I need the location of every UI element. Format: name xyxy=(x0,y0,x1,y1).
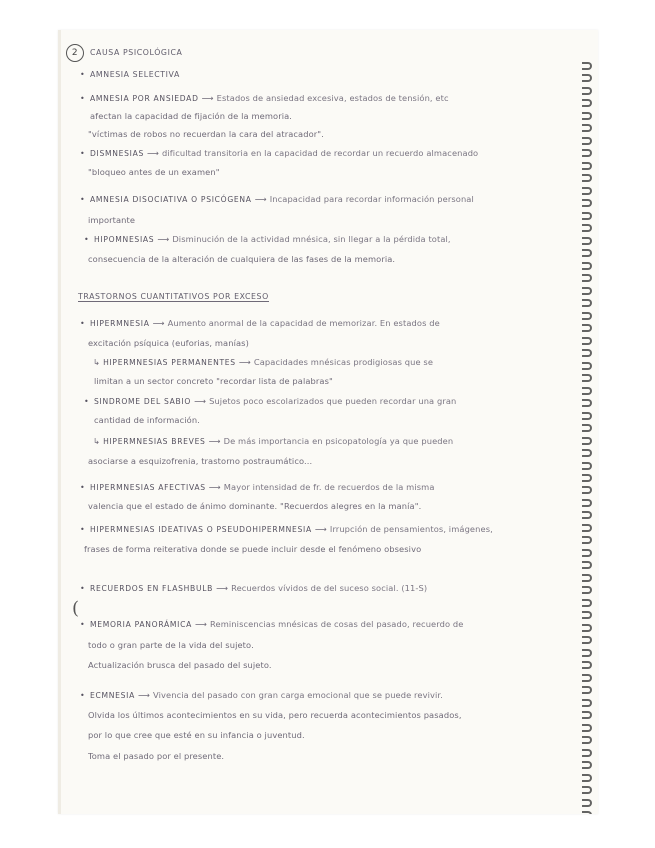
note-line: asociarse a esquizofrenia, trastorno postraumático... xyxy=(88,456,313,466)
spiral-coil xyxy=(582,674,592,682)
bullet: • xyxy=(80,319,85,328)
spiral-coil xyxy=(582,799,592,807)
spiral-coil xyxy=(582,599,592,607)
spiral-coil xyxy=(582,486,592,494)
note-line: • HIPERMNESIAS IDEATIVAS O PSEUDOHIPERMNESIA ⟶ Irrupción de pensamientos, imágenes, xyxy=(80,524,493,534)
arrow-icon: ⟶ xyxy=(216,583,229,593)
subheading: TRASTORNOS CUANTITATIVOS POR EXCESO xyxy=(78,292,269,301)
note-line: Toma el pasado por el presente. xyxy=(88,751,225,761)
spiral-coil xyxy=(582,174,592,182)
note-line: • DISMNESIAS ⟶ dificultad transitoria en la capacidad de recordar un recuerdo almacenado xyxy=(80,148,479,158)
notebook-page xyxy=(58,30,598,814)
spiral-coil xyxy=(582,349,592,357)
bullet: • xyxy=(80,149,85,158)
spiral-coil xyxy=(582,499,592,507)
term: SINDROME DEL SABIO xyxy=(94,397,192,406)
spiral-coil xyxy=(582,724,592,732)
note-line: afectan la capacidad de fijación de la memoria. xyxy=(90,111,293,121)
spiral-coil xyxy=(582,437,592,445)
spiral-coil xyxy=(582,761,592,769)
brace-mark: ( xyxy=(72,598,80,619)
spiral-coil xyxy=(582,736,592,744)
spiral-coil xyxy=(582,312,592,320)
section-heading xyxy=(66,44,182,62)
bullet: • xyxy=(80,94,85,103)
spiral-binding xyxy=(582,62,596,814)
spiral-coil xyxy=(582,424,592,432)
spiral-coil xyxy=(582,611,592,619)
arrow-icon: ⟶ xyxy=(157,234,170,244)
spiral-coil xyxy=(582,711,592,719)
note-line: "víctimas de robos no recuerdan la cara del atracador". xyxy=(88,129,324,139)
spiral-coil xyxy=(582,337,592,345)
arrow-icon: ⟶ xyxy=(208,436,221,446)
term: HIPERMNESIA xyxy=(90,319,150,328)
note-line: limitan a un sector concreto "recordar lista de palabras" xyxy=(94,376,333,386)
spiral-coil xyxy=(582,786,592,794)
bullet: • xyxy=(84,235,89,244)
note-line: • ECMNESIA ⟶ Vivencia del pasado con gran carga emocional que se puede revivir. xyxy=(80,690,443,700)
spiral-coil xyxy=(582,549,592,557)
term: DISMNESIAS xyxy=(90,149,145,158)
spiral-coil xyxy=(582,624,592,632)
term: AMNESIA POR ANSIEDAD xyxy=(90,94,199,103)
spiral-coil xyxy=(582,162,592,170)
note-line: ↳ HIPERMNESIAS PERMANENTES ⟶ Capacidades mnésicas prodigiosas que se xyxy=(93,357,434,367)
bullet: • xyxy=(80,620,85,629)
spiral-coil xyxy=(582,524,592,532)
spiral-coil xyxy=(582,511,592,519)
spiral-coil xyxy=(582,137,592,145)
spiral-coil xyxy=(582,324,592,332)
spiral-coil xyxy=(582,686,592,694)
note-line: • RECUERDOS EN FLASHBULB ⟶ Recuerdos vívidos de del suceso social. (11-S) xyxy=(80,583,428,593)
spiral-coil xyxy=(582,811,592,814)
spiral-coil xyxy=(582,62,592,70)
note-line: valencia que el estado de ánimo dominante. "Recuerdos alegres en la manía". xyxy=(88,501,422,511)
bullet: • xyxy=(80,483,85,492)
note-line: • SINDROME DEL SABIO ⟶ Sujetos poco escolarizados que pueden recordar una gran xyxy=(84,396,457,406)
spiral-coil xyxy=(582,224,592,232)
arrow-icon: ⟶ xyxy=(314,524,327,534)
arrow-icon: ⟶ xyxy=(138,690,150,700)
spiral-coil xyxy=(582,536,592,544)
bullet: • xyxy=(80,525,85,534)
spiral-coil xyxy=(582,574,592,582)
term: HIPOMNESIAS xyxy=(94,235,155,244)
note-line: excitación psíquica (euforias, manías) xyxy=(88,338,249,348)
bullet: • xyxy=(84,397,89,406)
note-line: ↳ HIPERMNESIAS BREVES ⟶ De más importancia en psicopatología ya que pueden xyxy=(93,436,454,446)
spiral-coil xyxy=(582,287,592,295)
hook-arrow-icon: ↳ xyxy=(93,436,101,446)
note-line: • HIPOMNESIAS ⟶ Disminución de la actividad mnésica, sin llegar a la pérdida total, xyxy=(84,234,451,244)
note-line: • AMNESIA DISOCIATIVA O PSICÓGENA ⟶ Incapacidad para recordar información personal xyxy=(80,194,474,204)
arrow-icon: ⟶ xyxy=(238,357,251,367)
spiral-coil xyxy=(582,274,592,282)
term: AMNESIA DISOCIATIVA O PSICÓGENA xyxy=(90,195,252,204)
spiral-coil xyxy=(582,699,592,707)
spiral-coil xyxy=(582,412,592,420)
spiral-coil xyxy=(582,399,592,407)
spiral-coil xyxy=(582,124,592,132)
spiral-coil xyxy=(582,212,592,220)
term: HIPERMNESIAS AFECTIVAS xyxy=(90,483,206,492)
note-line: • AMNESIA POR ANSIEDAD ⟶ Estados de ansiedad excesiva, estados de tensión, etc xyxy=(80,93,449,103)
term: ECMNESIA xyxy=(90,691,135,700)
note-line: • HIPERMNESIA ⟶ Aumento anormal de la capacidad de memorizar. En estados de xyxy=(80,318,440,328)
bullet: • xyxy=(80,195,85,204)
spiral-coil xyxy=(582,387,592,395)
spiral-coil xyxy=(582,449,592,457)
note-line: consecuencia de la alteración de cualquiera de las fases de la memoria. xyxy=(88,254,396,264)
spiral-coil xyxy=(582,636,592,644)
spiral-coil xyxy=(582,649,592,657)
spiral-coil xyxy=(582,749,592,757)
spiral-coil xyxy=(582,187,592,195)
note-line: importante xyxy=(88,215,136,225)
note-line: Olvida los últimos acontecimientos en su vida, pero recuerda acontecimientos pasados, xyxy=(88,710,462,720)
section-title: CAUSA PSICOLÓGICA xyxy=(90,48,183,57)
spiral-coil xyxy=(582,362,592,370)
arrow-icon: ⟶ xyxy=(195,619,208,629)
spiral-coil xyxy=(582,199,592,207)
note-line: "bloqueo antes de un examen" xyxy=(88,167,220,177)
note-line: • MEMORIA PANORÁMICA ⟶ Reminiscencias mnésicas de cosas del pasado, recuerdo de xyxy=(80,619,464,629)
note-line: Actualización brusca del pasado del sujeto. xyxy=(88,660,272,670)
note-line: cantidad de información. xyxy=(94,415,200,425)
spiral-coil xyxy=(582,237,592,245)
note-line: frases de forma reiterativa donde se puede incluir desde el fenómeno obsesivo xyxy=(84,544,422,554)
spiral-coil xyxy=(582,774,592,782)
spiral-coil xyxy=(582,661,592,669)
spiral-coil xyxy=(582,462,592,470)
spiral-coil xyxy=(582,74,592,82)
spiral-coil xyxy=(582,249,592,257)
spiral-coil xyxy=(582,374,592,382)
spiral-coil xyxy=(582,99,592,107)
spiral-coil xyxy=(582,87,592,95)
arrow-icon: ⟶ xyxy=(208,482,221,492)
note-line: • HIPERMNESIAS AFECTIVAS ⟶ Mayor intensidad de fr. de recuerdos de la misma xyxy=(80,482,435,492)
bullet: • xyxy=(80,584,85,593)
spiral-coil xyxy=(582,561,592,569)
spiral-coil xyxy=(582,112,592,120)
spiral-coil xyxy=(582,474,592,482)
term: HIPERMNESIAS IDEATIVAS O PSEUDOHIPERMNESIA xyxy=(90,525,312,534)
spiral-coil xyxy=(582,149,592,157)
arrow-icon: ⟶ xyxy=(254,194,267,204)
section-number: 2 xyxy=(66,44,84,62)
hook-arrow-icon: ↳ xyxy=(93,357,101,367)
arrow-icon: ⟶ xyxy=(152,318,165,328)
spiral-coil xyxy=(582,299,592,307)
bullet: • xyxy=(80,691,85,700)
note-line: por lo que cree que esté en su infancia o juventud. xyxy=(88,730,305,740)
note-line: todo o gran parte de la vida del sujeto. xyxy=(88,640,254,650)
note-line: • AMNESIA SELECTIVA xyxy=(80,70,180,79)
term: HIPERMNESIAS BREVES xyxy=(103,437,206,446)
bullet: • xyxy=(80,70,86,79)
arrow-icon: ⟶ xyxy=(201,93,214,103)
spiral-coil xyxy=(582,262,592,270)
term: MEMORIA PANORÁMICA xyxy=(90,620,193,629)
arrow-icon: ⟶ xyxy=(194,396,207,406)
arrow-icon: ⟶ xyxy=(147,148,160,158)
term: RECUERDOS EN FLASHBULB xyxy=(90,584,214,593)
page-edge xyxy=(58,30,61,814)
term: HIPERMNESIAS PERMANENTES xyxy=(103,358,236,367)
spiral-coil xyxy=(582,586,592,594)
